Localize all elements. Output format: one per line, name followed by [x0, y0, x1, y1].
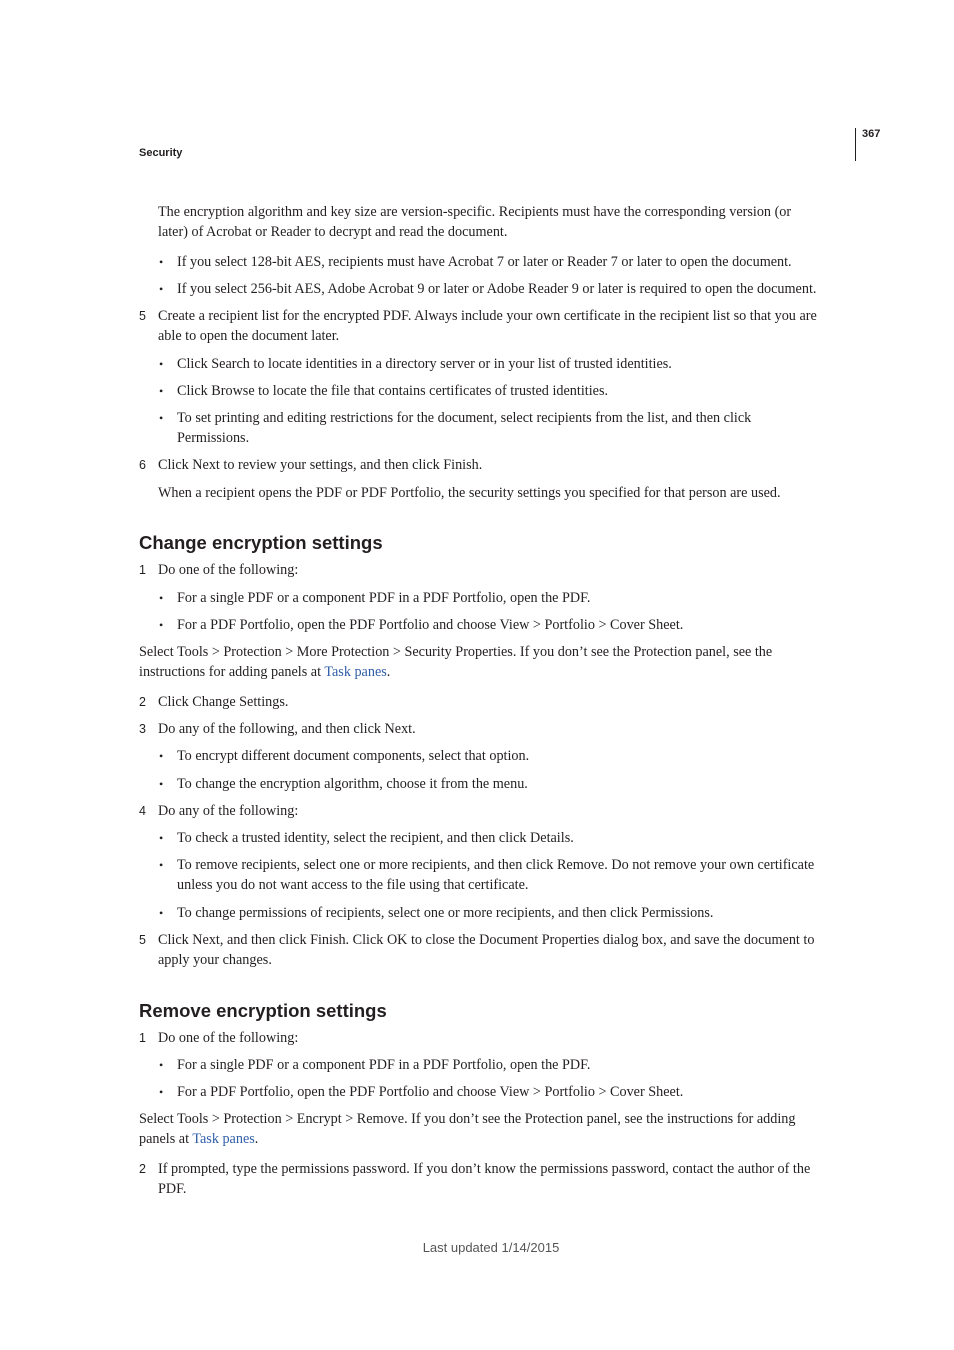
- step-number: 2: [139, 1162, 146, 1176]
- task-panes-link[interactable]: Task panes: [192, 1131, 255, 1147]
- change-bullet-trusted-identity: To check a trusted identity, select the recipient, and then click Details.: [177, 830, 574, 846]
- step-6: Click Next to review your settings, and then click Finish.: [158, 457, 483, 473]
- change-step-5-line-2: apply your changes.: [158, 952, 272, 968]
- heading-change-encryption: Change encryption settings: [139, 532, 383, 553]
- bullet-marker: •: [159, 282, 164, 296]
- bullet-marker: •: [159, 858, 164, 872]
- change-select-prefix: instructions for adding panels at: [139, 664, 325, 680]
- bullet-marker: •: [159, 591, 164, 605]
- closing-paragraph: When a recipient opens the PDF or PDF Portfolio, the security settings you specified for that person are used.: [158, 485, 781, 501]
- step-number: 5: [139, 933, 146, 947]
- step-number: 1: [139, 563, 146, 577]
- step-number: 2: [139, 695, 146, 709]
- section-label: Security: [139, 147, 183, 159]
- change-bullet-single-pdf: For a single PDF or a component PDF in a PDF Portfolio, open the PDF.: [177, 590, 591, 606]
- remove-select-line-1: Select Tools > Protection > Encrypt > Remove. If you don’t see the Protection panel, see the instructions for adding: [139, 1111, 796, 1127]
- remove-bullet-single-pdf: For a single PDF or a component PDF in a PDF Portfolio, open the PDF.: [177, 1057, 591, 1073]
- step-5-line-1: Create a recipient list for the encrypted PDF. Always include your own certificate in the recipient list so that you are: [158, 308, 817, 324]
- bullet-browse: Click Browse to locate the file that contains certificates of trusted identities.: [177, 383, 609, 399]
- change-step-2: Click Change Settings.: [158, 694, 289, 710]
- remove-step-1: Do one of the following:: [158, 1030, 299, 1046]
- heading-remove-encryption: Remove encryption settings: [139, 1000, 387, 1021]
- step-number: 1: [139, 1031, 146, 1045]
- bullet-256-aes: If you select 256-bit AES, Adobe Acrobat 9 or later or Adobe Reader 9 or later is required to open the document.: [177, 281, 817, 297]
- change-bullet-components: To encrypt different document components, select that option.: [177, 748, 530, 764]
- remove-step-2-line-1: If prompted, type the permissions password. If you don’t know the permissions password, contact the author of the: [158, 1161, 811, 1177]
- header-rule: [855, 128, 856, 161]
- bullet-search: Click Search to locate identities in a directory server or in your list of trusted identities.: [177, 356, 672, 372]
- change-bullet-permissions: To change permissions of recipients, select one or more recipients, and then click Permissions.: [177, 905, 714, 921]
- change-step-1: Do one of the following:: [158, 562, 299, 578]
- step-5-line-2: able to open the document later.: [158, 328, 340, 344]
- remove-step-2-line-2: PDF.: [158, 1181, 187, 1197]
- bullet-marker: •: [159, 777, 164, 791]
- bullet-marker: •: [159, 831, 164, 845]
- bullet-marker: •: [159, 255, 164, 269]
- step-number: 4: [139, 804, 146, 818]
- intro-paragraph-line-1: The encryption algorithm and key size are version-specific. Recipients must have the corresponding version (or: [158, 204, 792, 220]
- change-bullet-algorithm: To change the encryption algorithm, choose it from the menu.: [177, 776, 528, 792]
- change-select-line-1: Select Tools > Protection > More Protection > Security Properties. If you don’t see the Protection panel, see the: [139, 644, 773, 660]
- bullet-marker: •: [159, 1058, 164, 1072]
- bullet-marker: •: [159, 384, 164, 398]
- bullet-marker: •: [159, 906, 164, 920]
- page-number: 367: [862, 128, 881, 140]
- intro-paragraph-line-2: later) of Acrobat or Reader to decrypt and read the document.: [158, 224, 508, 240]
- bullet-marker: •: [159, 618, 164, 632]
- bullet-marker: •: [159, 411, 164, 425]
- remove-select-suffix: .: [254, 1131, 259, 1147]
- change-select-suffix: .: [386, 664, 391, 680]
- change-step-4: Do any of the following:: [158, 803, 299, 819]
- bullet-marker: •: [159, 1085, 164, 1099]
- step-number: 6: [139, 458, 146, 472]
- task-panes-link[interactable]: Task panes: [324, 664, 387, 680]
- change-step-5-line-1: Click Next, and then click Finish. Click OK to close the Document Properties dialog box, and save the document to: [158, 932, 815, 948]
- remove-select-line-2: [139, 1129, 258, 1149]
- remove-bullet-portfolio: For a PDF Portfolio, open the PDF Portfolio and choose View > Portfolio > Cover Sheet.: [177, 1084, 684, 1100]
- bullet-permissions-line-1: To set printing and editing restrictions for the document, select recipients from the list, and then click: [177, 410, 752, 426]
- change-bullet-portfolio: For a PDF Portfolio, open the PDF Portfolio and choose View > Portfolio > Cover Sheet.: [177, 617, 684, 633]
- bullet-marker: •: [159, 749, 164, 763]
- bullet-128-aes: If you select 128-bit AES, recipients must have Acrobat 7 or later or Reader 7 or later to open the document.: [177, 254, 792, 270]
- step-number: 5: [139, 309, 146, 323]
- bullet-marker: •: [159, 357, 164, 371]
- footer-last-updated: Last updated 1/14/2015: [422, 1240, 560, 1255]
- change-bullet-remove-line-1: To remove recipients, select one or more recipients, and then click Remove. Do not remove your own certificate: [177, 857, 815, 873]
- bullet-permissions-line-2: Permissions.: [177, 430, 250, 446]
- remove-select-prefix: panels at: [139, 1131, 193, 1147]
- change-select-line-2: [139, 662, 390, 682]
- change-bullet-remove-line-2: unless you do not want access to the file using that certificate.: [177, 877, 529, 893]
- step-number: 3: [139, 722, 146, 736]
- change-step-3: Do any of the following, and then click Next.: [158, 721, 416, 737]
